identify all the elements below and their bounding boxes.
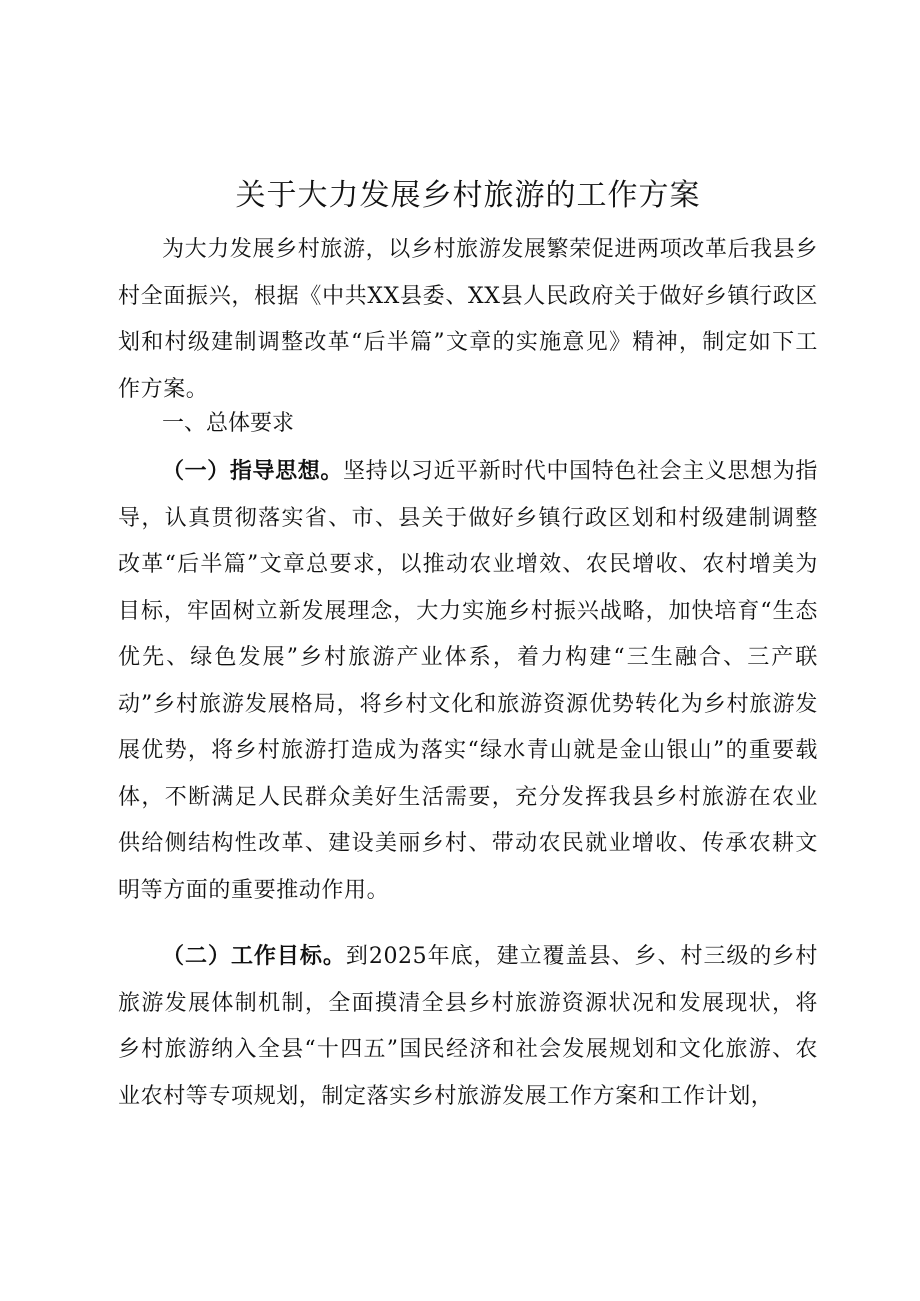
item-lead-work-goals: （二）工作目标。 xyxy=(162,944,346,969)
item-body-work-goals: 到2025年底，建立覆盖县、乡、村三级的乡村旅游发展体制机制，全面摸清全县乡村旅游资源状况和发展现状，将乡村旅游纳入全县“十四五”国民经济和社会发展规划和文化旅游、农业农村等专项规划，制定落实乡村旅游发展工作方案和工作计划， xyxy=(118,944,818,1109)
section-heading-general-requirements: 一、总体要求 xyxy=(162,411,295,436)
paragraph-guiding-ideology xyxy=(118,449,818,914)
intro-paragraph: 为大力发展乡村旅游，以乡村旅游发展繁荣促进两项改革后我县乡村全面振兴，根据《中共XX县委、XX县人民政府关于做好乡镇行政区划和村级建制调整改革“后半篇”文章的实施意见》精神，制定如下工作方案。 xyxy=(118,237,818,402)
item-body-guiding-ideology: 坚持以习近平新时代中国特色社会主义思想为指导，认真贯彻落实省、市、县关于做好乡镇行政区划和村级建制调整改革“后半篇”文章总要求，以推动农业增效、农民增收、农村增美为目标，牢固树立新发展理念，大力实施乡村振兴战略，加快培育“生态优先、绿色发展”乡村旅游产业体系，着力构建“三生融合、三产联动”乡村旅游发展格局，将乡村文化和旅游资源优势转化为乡村旅游发展优势，将乡村旅游打造成为落实“绿水青山就是金山银山”的重要载体，不断满足人民群众美好生活需要，充分发挥我县乡村旅游在农业供给侧结构性改革、建设美丽乡村、带动农民就业增收、传承农耕文明等方面的重要推动作用。 xyxy=(118,459,818,903)
item-lead-guiding-ideology: （一）指导思想。 xyxy=(162,459,343,484)
paragraph-work-goals xyxy=(118,934,818,1120)
document-title: 关于大力发展乡村旅游的工作方案 xyxy=(235,178,701,213)
